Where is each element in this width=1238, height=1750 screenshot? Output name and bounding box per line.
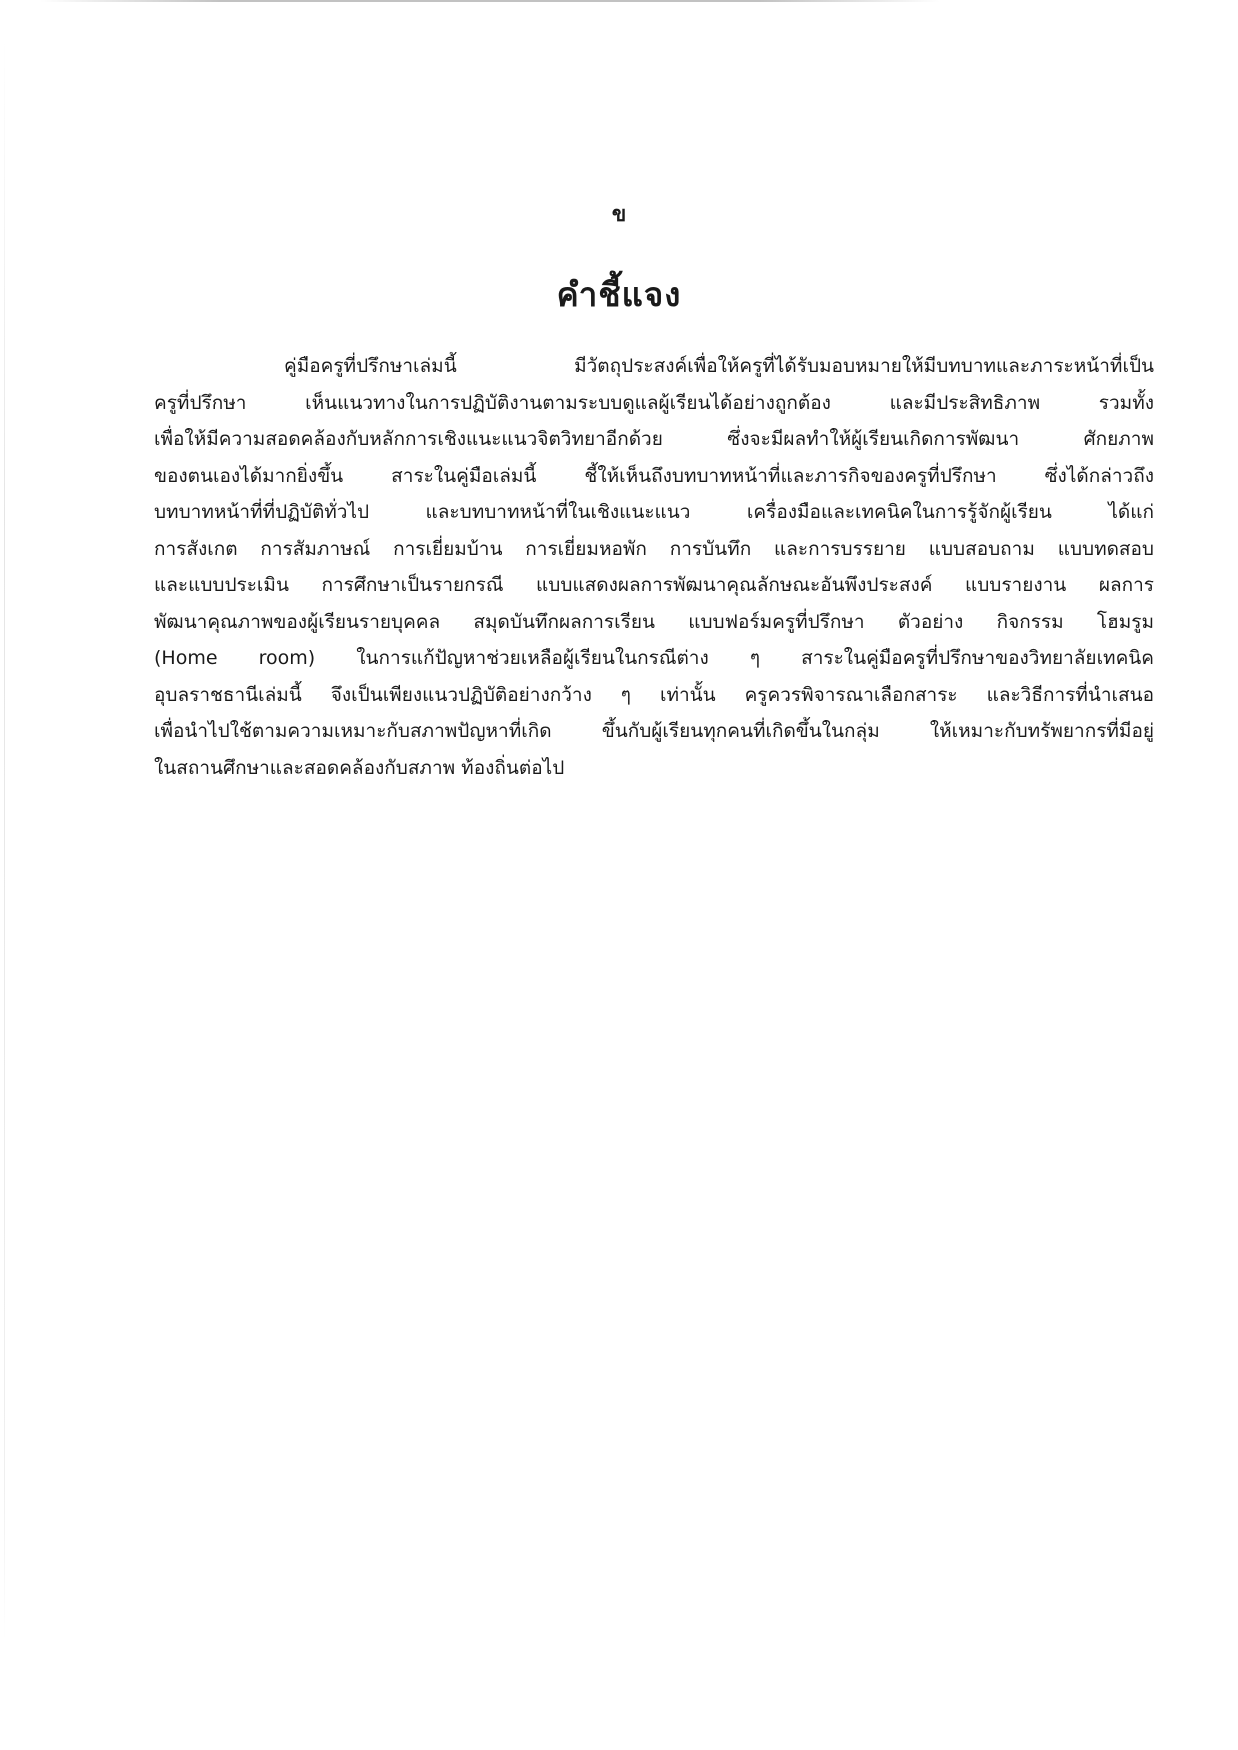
paragraph-line: ของตนเองได้มากยิ่งขึ้น สาระในคู่มือเล่มนี้ ชี้ให้เห็นถึงบทบาทหน้าที่และภารกิจของครูที่ปรึกษา ซึ่งได้กล่าวถึง	[154, 464, 1154, 487]
paragraph-line: ในสถานศึกษาและสอดคล้องกับสภาพ ท้องถิ่นต่อไป	[154, 756, 565, 779]
page-title: คำชี้แจง	[556, 275, 682, 314]
paragraph-line: (Home room) ในการแก้ปัญหาช่วยเหลือผู้เรียนในกรณีต่าง ๆ สาระในคู่มือครูที่ปรึกษาของวิทยาลัยเทคนิค	[154, 647, 1154, 669]
paragraph-line: เพื่อให้มีความสอดคล้องกับหลักการเชิงแนะแนวจิตวิทยาอีกด้วย ซึ่งจะมีผลทำให้ผู้เรียนเกิดการพัฒนา ศักยภาพ	[154, 428, 1154, 450]
paragraph-line: ครูที่ปรึกษา เห็นแนวทางในการปฏิบัติงานตามระบบดูแลผู้เรียนได้อย่างถูกต้อง และมีประสิทธิภาพ รวมทั้ง	[154, 391, 1154, 414]
body-paragraph	[154, 348, 1154, 786]
paragraph-line: คู่มือครูที่ปรึกษาเล่มนี้ มีวัตถุประสงค์เพื่อให้ครูที่ได้รับมอบหมายให้มีบทบาทและภาระหน้าที่เป็น	[284, 355, 1154, 377]
paragraph-line: และแบบประเมิน การศึกษาเป็นรายกรณี แบบแสดงผลการพัฒนาคุณลักษณะอันพึงประสงค์ แบบรายงาน ผลการ	[154, 574, 1154, 596]
paragraph-line: บทบาทหน้าที่ที่ปฏิบัติทั่วไป และบทบาทหน้าที่ในเชิงแนะแนว เครื่องมือและเทคนิคในการรู้จักผู้เรียน ได้แก่	[154, 501, 1154, 523]
paragraph-line: เพื่อนำไปใช้ตามความเหมาะกับสภาพปัญหาที่เกิด ขึ้นกับผู้เรียนทุกคนที่เกิดขึ้นในกลุ่ม ให้เหมาะกับทรัพยากรที่มีอยู่	[154, 720, 1154, 742]
paragraph-line: อุบลราชธานีเล่มนี้ จึงเป็นเพียงแนวปฏิบัติอย่างกว้าง ๆ เท่านั้น ครูควรพิจารณาเลือกสาระ และวิธีการที่นำเสนอ	[154, 683, 1154, 706]
paragraph-line: การสังเกต การสัมภาษณ์ การเยี่ยมบ้าน การเยี่ยมหอพัก การบันทึก และการบรรยาย แบบสอบถาม แบบทดสอบ	[154, 537, 1154, 560]
page-number: ข	[611, 202, 627, 226]
paragraph-line: พัฒนาคุณภาพของผู้เรียนรายบุคคล สมุดบันทึกผลการเรียน แบบฟอร์มครูที่ปรึกษา ตัวอย่าง กิจกรรม โฮมรูม	[154, 610, 1154, 633]
scan-edge-line	[40, 0, 940, 2]
